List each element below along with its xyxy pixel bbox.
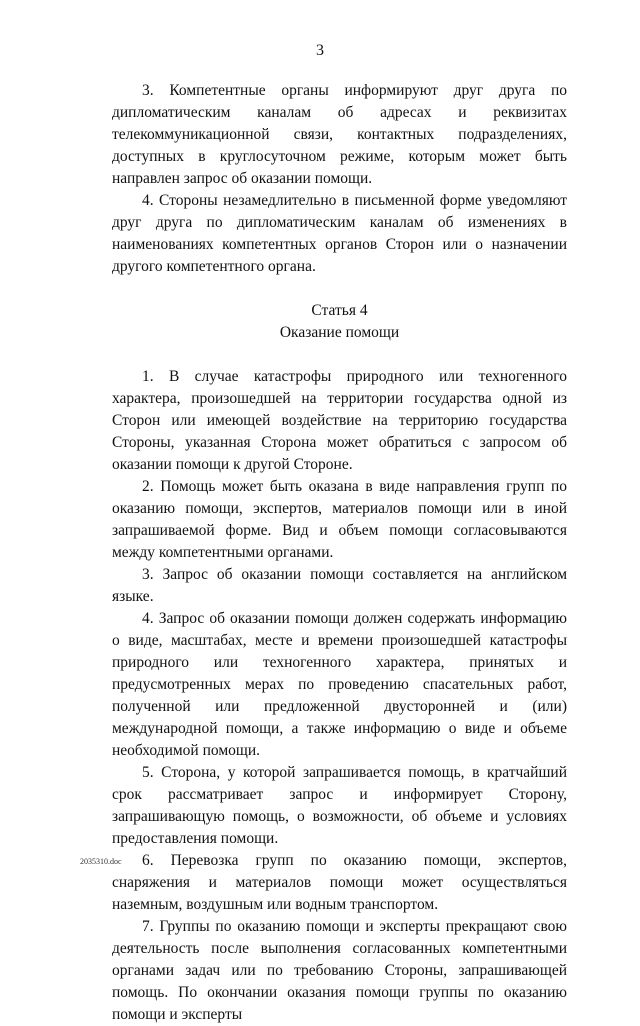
footer-filename: 2035310.doc bbox=[80, 857, 122, 866]
article-paragraph-4: 4. Запрос об оказании помощи должен содержать информацию о виде, масштабах, месте и времени произошедшей катастрофы природного или техногенного характера, принятых и предусмотренных мерах по проведению спасательных работ, полученной или предложенной двусторонней и (или) международной помощи, а также информацию о виде и объеме необходимой помощи. bbox=[112, 610, 567, 759]
article-paragraph-1: 1. В случае катастрофы природного или техногенного характера, произошедшей на территории государства одной из Сторон или имеющей воздействие на территорию государства Стороны, указанная Сторона может обратиться с запросом об оказании помощи к другой Стороне. bbox=[112, 368, 567, 473]
article-paragraph-2: 2. Помощь может быть оказана в виде направления групп по оказанию помощи, экспертов, материалов помощи или в иной запрашиваемой форме. Вид и объем помощи согласовываются между компетентными органами. bbox=[112, 478, 567, 561]
article-heading bbox=[112, 300, 567, 344]
article-paragraph-3: 3. Запрос об оказании помощи составляется на английском языке. bbox=[112, 566, 567, 605]
article-paragraph-6: 6. Перевозка групп по оказанию помощи, экспертов, снаряжения и материалов помощи может осуществляться наземным, воздушным или водным транспортом. bbox=[112, 852, 567, 913]
document-body bbox=[112, 80, 567, 1026]
paragraph-top-4: 4. Стороны незамедлительно в письменной форме уведомляют друг друга по дипломатическим каналам об изменениях в наименованиях компетентных органов Сторон или о назначении другого компетентного органа. bbox=[112, 192, 567, 275]
paragraph-top-3: 3. Компетентные органы информируют друг друга по дипломатическим каналам об адресах и реквизитах телекоммуникационной связи, контактных подразделениях, доступных в круглосуточном режиме, которым может быть направлен запрос об оказании помощи. bbox=[112, 82, 567, 187]
article-paragraph-7: 7. Группы по оказанию помощи и эксперты прекращают свою деятельность после выполнения согласованных компетентными органами задач или по требованию Стороны, запрашивающей помощь. По окончании оказания помощи группы по оказанию помощи и эксперты bbox=[112, 918, 567, 1023]
article-title: Оказание помощи bbox=[279, 324, 400, 341]
article-number: Статья 4 bbox=[311, 302, 368, 319]
page-number: 3 bbox=[316, 42, 324, 59]
article-paragraph-5: 5. Сторона, у которой запрашивается помощь, в кратчайший срок рассматривает запрос и информирует Сторону, запрашивающую помощь, о возможности, об объеме и условиях предоставления помощи. bbox=[112, 764, 567, 847]
